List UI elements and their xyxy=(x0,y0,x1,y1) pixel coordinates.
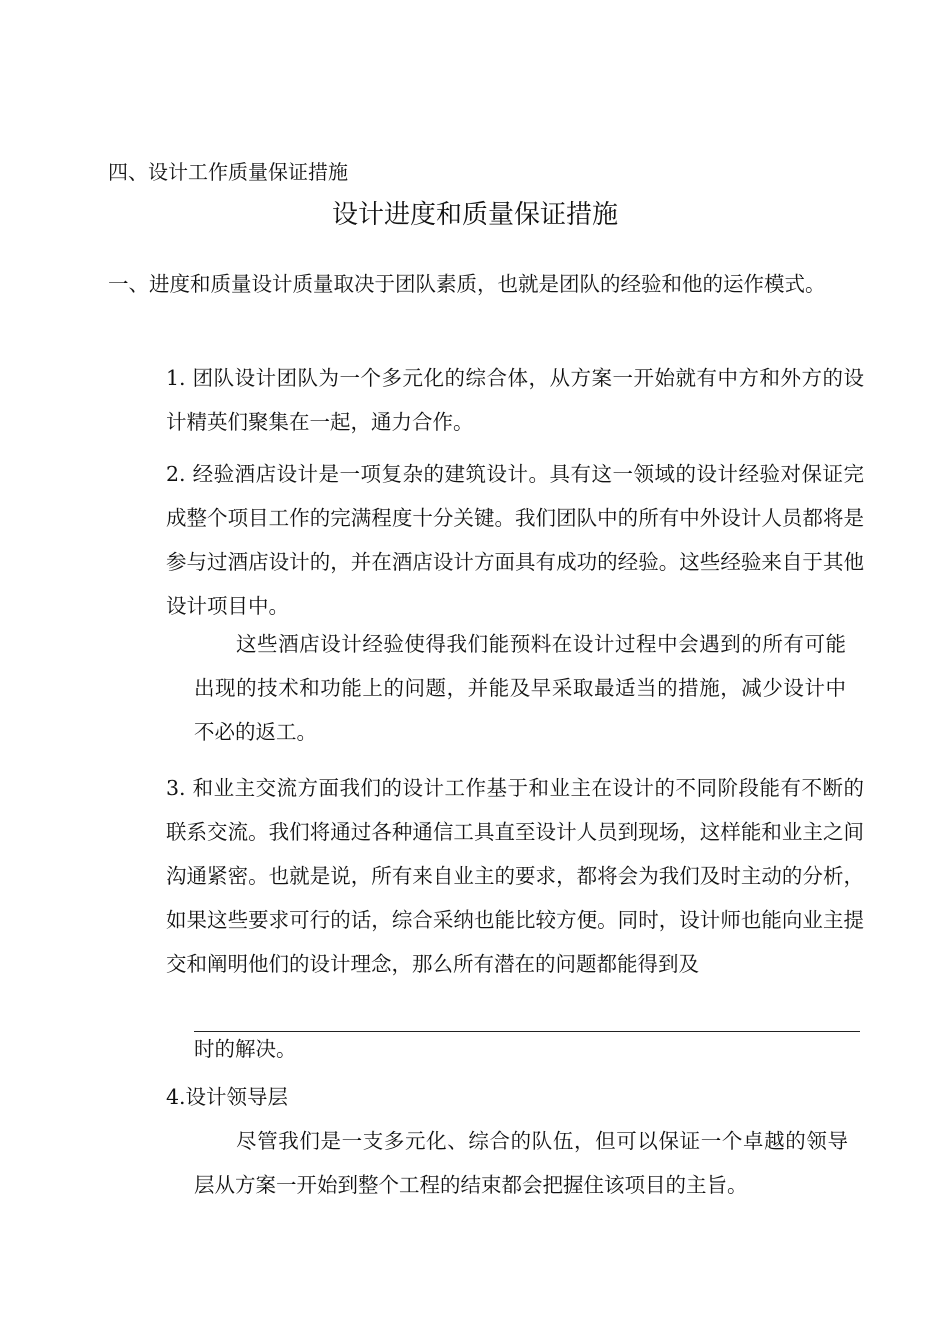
paragraph-item-4-heading: 4.设计领导层 xyxy=(166,1085,289,1109)
paragraph-item-1-team: 1. 团队设计团队为一个多元化的综合体，从方案一开始就有中方和外方的设计精英们聚集在一起，通力合作。 xyxy=(166,366,864,434)
paragraph-item-3-communication: 3. 和业主交流方面我们的设计工作基于和业主在设计的不同阶段能有不断的联系交流。我们将通过各种通信工具直至设计人员到现场，这样能和业主之间沟通紧密。也就是说，所有来自业主的要求，都将会为我们及时主动的分析，如果这些要求可行的话，综合采纳也能比较方便。同时，设计师也能向业主提交和阐明他们的设计理念，那么所有潜在的问题都能得到及 xyxy=(166,776,864,976)
paragraph-item-2-detail: 这些酒店设计经验使得我们能预料在设计过程中会遇到的所有可能出现的技术和功能上的问题，并能及早采取最适当的措施，减少设计中不必的返工。 xyxy=(194,632,846,744)
paragraph-intro: 一、进度和质量设计质量取决于团队素质，也就是团队的经验和他的运作模式。 xyxy=(108,272,826,296)
paragraph-item-3-continued: 时的解决。 xyxy=(194,1037,297,1061)
paragraph-item-4-detail: 尽管我们是一支多元化、综合的队伍，但可以保证一个卓越的领导层从方案一开始到整个工程的结束都会把握住该项目的主旨。 xyxy=(194,1129,848,1197)
page-title: 设计进度和质量保证措施 xyxy=(331,200,618,230)
section-heading: 四、设计工作质量保证措施 xyxy=(108,160,348,184)
paragraph-item-2-experience: 2. 经验酒店设计是一项复杂的建筑设计。具有这一领域的设计经验对保证完成整个项目工作的完满程度十分关键。我们团队中的所有中外设计人员都将是参与过酒店设计的，并在酒店设计方面具有成功的经验。这些经验来自于其他设计项目中。 xyxy=(166,462,864,618)
